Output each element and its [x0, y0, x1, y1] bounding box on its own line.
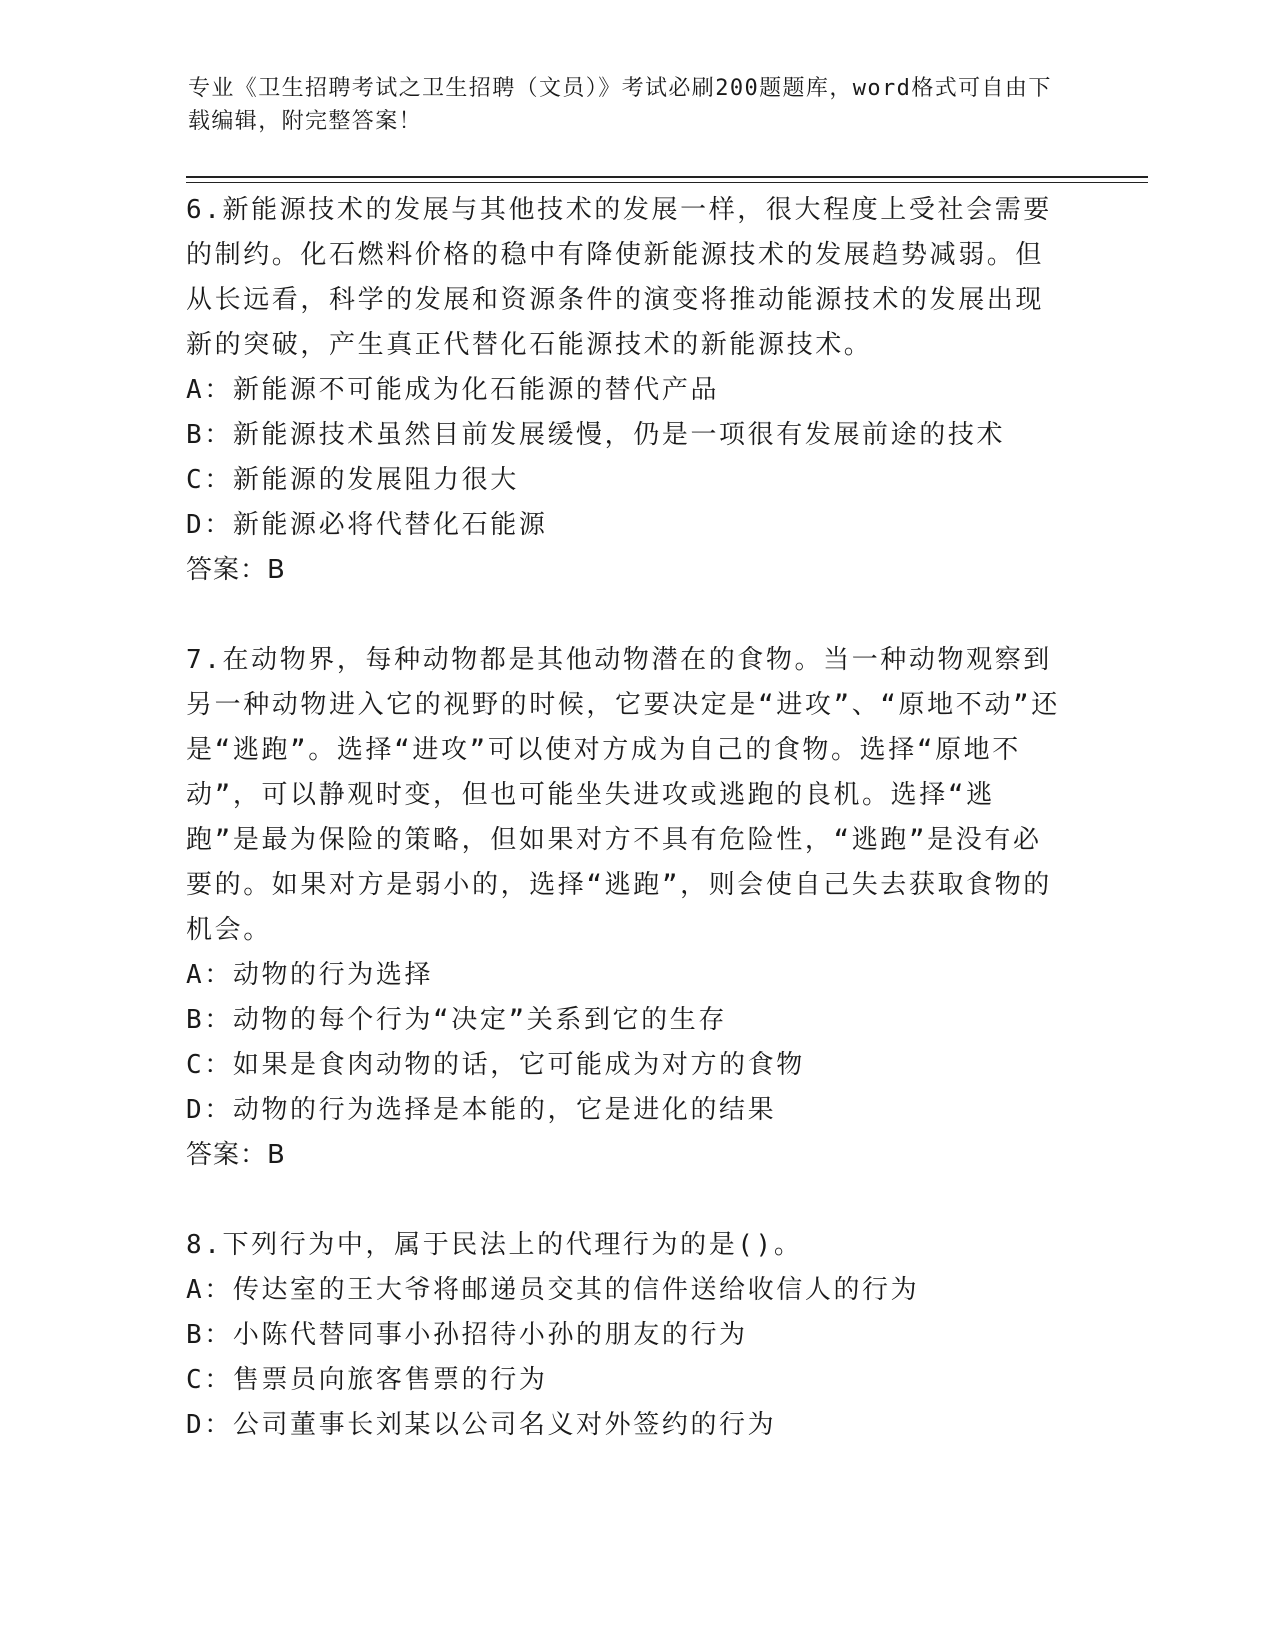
question-spacer [186, 1178, 1066, 1223]
document-header: 专业《卫生招聘考试之卫生招聘（文员）》考试必刷200题题库，word格式可自由下载编辑，附完整答案！ [188, 76, 1052, 134]
question-spacer [186, 593, 1066, 638]
question-list [186, 188, 1066, 1448]
option-a: A：动物的行为选择 [186, 960, 434, 990]
question-6 [186, 188, 1066, 593]
option-d: D：动物的行为选择是本能的，它是进化的结果 [186, 1095, 777, 1125]
question-stem: 6.新能源技术的发展与其他技术的发展一样，很大程度上受社会需要的制约。化石燃料价格的稳中有降使新能源技术的发展趋势减弱。但从长远看，科学的发展和资源条件的演变将推动能源技术的发展出现新的突破，产生真正代替化石能源技术的新能源技术。 [186, 195, 1052, 360]
question-8 [186, 1223, 1066, 1448]
header-rule-thick [186, 176, 1148, 178]
question-7 [186, 638, 1066, 1178]
option-a: A：新能源不可能成为化石能源的替代产品 [186, 375, 720, 405]
option-d: D：新能源必将代替化石能源 [186, 510, 548, 540]
question-stem: 7.在动物界，每种动物都是其他动物潜在的食物。当一种动物观察到另一种动物进入它的视野的时候，它要决定是“进攻”、“原地不动”还是“逃跑”。选择“进攻”可以使对方成为自己的食物。选择“原地不动”，可以静观时变，但也可能坐失进攻或逃跑的良机。选择“逃跑”是最为保险的策略，但如果对方不具有危险性，“逃跑”是没有必要的。如果对方是弱小的，选择“逃跑”，则会使自己失去获取食物的机会。 [186, 645, 1060, 945]
option-a: A：传达室的王大爷将邮递员交其的信件送给收信人的行为 [186, 1275, 920, 1305]
option-d: D：公司董事长刘某以公司名义对外签约的行为 [186, 1410, 777, 1440]
option-c: C：新能源的发展阻力很大 [186, 465, 519, 495]
option-b: B：新能源技术虽然目前发展缓慢，仍是一项很有发展前途的技术 [186, 420, 1006, 450]
question-stem: 8.下列行为中，属于民法上的代理行为的是()。 [186, 1230, 803, 1260]
option-c: C：如果是食肉动物的话，它可能成为对方的食物 [186, 1050, 805, 1080]
answer-label: 答案：B [186, 555, 286, 585]
option-b: B：小陈代替同事小孙招待小孙的朋友的行为 [186, 1320, 748, 1350]
option-b: B：动物的每个行为“决定”关系到它的生存 [186, 1005, 727, 1035]
answer-label: 答案：B [186, 1140, 286, 1170]
option-c: C：售票员向旅客售票的行为 [186, 1365, 548, 1395]
header-rule-thin [186, 182, 1148, 183]
